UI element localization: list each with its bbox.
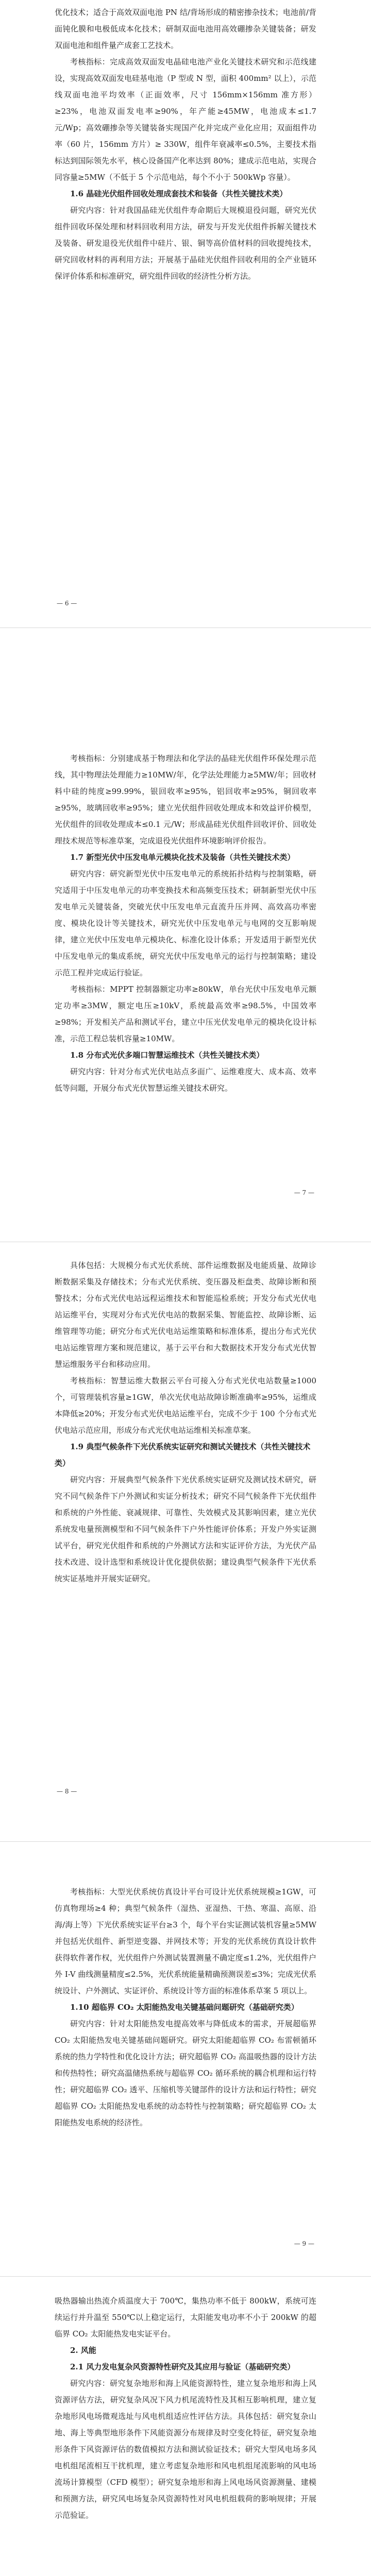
paragraph: 研究内容：开展典型气候条件下光伏系统实证研究及测试技术研究，研究不同气候条件下户外测试和实证分析技术；研究不同气候条件下光伏组件和系统的户外性能、衰减规律、可靠性、失效模式及其影响因素，建立光伏系统发电量预测模型和不同气候条件下户外性能评价体系；开发户外实证测试平台，研究光伏组件和系统的户外测试方法和实证评价方法，为光伏产品技术改进、设计选型和系统设计优化提供依据；建设典型气候条件下光伏系统实证基地并开展实证研究。 — [55, 1475, 316, 1583]
document-page-4 — [0, 1853, 371, 2244]
paragraph: 优化技术；适合于高效双面电池 PN 结/背场形成的精密掺杂技术；电池前/背面钝化膜和电极低成本化技术；研制双面电池用高效硼掺杂关键装备；研发双面电池和组件量产成套工艺技术。 — [55, 8, 316, 50]
paragraph: 研究内容：研究新型光伏中压发电单元的系统拓扑结构与控制策略，研究适用于中压发电单元的功率变换技术和高频变压技术；研制新型光伏中压发电单元关键装备，突破光伏中压发电单元直流升压并网、高效高功率密度、模块化设计等关键技术，研究光伏中压发电单元与电网的交互影响规律，建立光伏中压发电单元模块化、标准化设计体系；开发适用于新型光伏中压发电单元的集成系统，研究光伏中压发电单元的运行与控制策略；建设示范工程并完成运行验证。 — [55, 869, 316, 977]
paragraph: 考核指标：完成高效双面发电晶硅电池产业化关键技术研究和示范线建设，实现高效双面发电硅基电池（P 型或 N 型，面积 400mm² 以上），示范线双面电池平均效率（正面效率，尺寸 156mm×156mm 准方形）≥23%，电池双面发电率≥90%，年产能≥45MW，电池成本≤1.7 元/Wp；高效硼掺杂等关键装备实现国产化并完成产业化应用；双面组件功率（60 片，156mm 方片）≥ 330W，组件年衰减率≤0.5%，主要技术指标达到国际领先水平，核心设备国产化率达到 80%；建成示范电站，实现合同容量≥5MW（不低于 5 个示范电站，每个不小于 500kWp 容量）。 — [55, 57, 316, 182]
paragraph: 研究内容：针对太阳能热发电提高效率与降低成本的需求，开展超临界 CO₂ 太阳能热发电关键基础问题研究。研究太阳能超临界 CO₂ 布雷顿循环系统的热力学特性和优化设计方法；研究超临界 CO₂ 高温吸热器的设计方法和传热特性；研究高温储热系统与超临界 CO₂ 循环系统的耦合机理和运行特性；研究超临界 CO₂ 透平、压缩机等关键部件的设计方法和运行特性；研究超临界 CO₂ 太阳能热发电系统的动态特性与控制策略；研究超临界 CO₂ 太阳能热发电系统的经济性。 — [55, 2019, 316, 2127]
document-page-1 — [0, 0, 371, 628]
document-page-3 — [0, 1257, 371, 1839]
page-number: — 7 — — [294, 1189, 314, 1196]
paragraph: 考核指标：MPPT 控制器额定功率≥80kW，单台光伏中压发电单元额定功率≥3MW，额定电压≥10kV，系统最高效率≥98.5%，中国效率≥98%；开发相关产品和测试平台，建立中压光伏发电单元的模块化设计标准，示范工程总装机容量≥10MW。 — [55, 985, 316, 1043]
paragraph: 研究内容：研究复杂地形和海上风能资源特性，建立复杂地形和海上风资源评估方法，研究复杂风况下风力机尾流特性及其相互影响机理，建立复杂地形风电场微观选址与风电机组适应性评估方法。具体包括：研究复杂山地、海上等典型地形条件下风能资源分布规律及时空变化特征，研究复杂地形条件下风资源评估的数值模拟方法和测试验证技术；研究大型风电场多风电机组尾流相互干扰机理，建立考虑复杂地形和风电机组尾流影响的风电场流场计算模型（CFD 模型）；研究复杂地形和海上风电场风资源测量、建模和预测方法，研究风电场复杂风资源特性对风电机组载荷的影响规律；开展示范验证。 — [55, 2379, 316, 2520]
document-page-2 — [0, 637, 371, 1178]
paragraph: 考核指标：分别建成基于物理法和化学法的晶硅光伏组件环保处理示范线，其中物理法处理能力≥10MW/年，化学法处理能力≥5MW/年；回收材料中硅的纯度≥99.99%，银回收率≥95%，铝回收率≥95%，铜回收率≥95%，玻璃回收率≥95%；建立光伏组件回收处理成本和效益评价模型，光伏组件的回收处理成本≤0.1 元/W；形成晶硅光伏组件回收评价、回收处理技术规范等标准草案，完成退役光伏组件环境影响评价报告。 — [55, 754, 316, 845]
section-heading: 2.1 风力发电复杂风资源特性研究及其应用与验证（基础研究类） — [70, 2362, 295, 2371]
paragraph: 吸热器输出热流介质温度大于 700℃，集热功率不低于 800kW，系统可连续运行并升温至 550℃以上稳定运行，太阳能发电功率不小于 200kW 的超临界 CO₂ 太阳能热发电实证平台。 — [55, 2296, 316, 2338]
paragraph: 研究内容：针对我国晶硅光伏组件寿命期后大规模退役问题，研究光伏组件回收环保处理和材料回收利用方法，研发与开发光伏组件拆解关键技术及装备、研发退役光伏组件中硅片、银、铜等高价值材料的回收提纯技术，研究回收材料的再利用方法；开展基于晶硅光伏组件回收利用的全产业链环保评价体系和标准研究，研究组件回收的经济性分析方法。 — [55, 206, 316, 281]
section-heading: 2. 风能 — [70, 2346, 96, 2355]
section-heading: 1.10 超临界 CO₂ 太阳能热发电关键基础问题研究（基础研究类） — [70, 2003, 299, 2012]
section-heading: 1.8 分布式光伏多端口智慧运维技术（共性关键技术类） — [70, 1050, 264, 1060]
page-number: — 9 — — [294, 2240, 314, 2247]
page-separator — [0, 2276, 371, 2277]
paragraph: 研究内容：针对分布式光伏电站点多面广、运维难度大、成本高、效率低等问题，开展分布式光伏智慧运维关键技术研究。 — [55, 1067, 316, 1093]
document-page-5 — [0, 2293, 371, 2576]
page-number: — 6 — — [57, 600, 77, 607]
paragraph: 考核指标：大型光伏系统仿真设计平台可设计光伏系统规模≥1GW，可仿真物理场≥4 种；典型气候条件（湿热、亚湿热、干热、寒温、高原、沿海/海上等）下光伏系统实证平台≥3 个，每个平台实证测试装机容量≥5MW 并包括光伏组件、新型逆变器、并网技术等；开发的光伏系统仿真设计软件获得软件著作权，光伏组件户外测试装置测量不确定度≤1.2%，光伏组件户外 I-V 曲线测量精度≤2.5%，光伏系统能量精确预测误差≤3%；完成光伏系统设计、户外测试、实证评价、系统设计等方面的标准体系草案 5 项以上。 — [55, 1887, 316, 1995]
page-separator — [0, 1841, 371, 1842]
page-number: — 8 — — [57, 1788, 77, 1795]
section-heading: 1.6 晶硅光伏组件回收处理成套技术和装备（共性关键技术类） — [70, 189, 288, 198]
paragraph: 具体包括：大规模分布式光伏系统、部件运维数据及电能质量、故障诊断数据采集及存储技术；分布式光伏系统、变压器及柜盘类、故障诊断和预警技术；分布式光伏电站远程运维技术和智能巡检系统；开发分布式光伏电站运维平台，实现对分布式光伏电站的数据采集、智能监控、故障诊断、运维管理等功能；研究分布式光伏电站运维策略和标准体系，提出分布式光伏电站运维管理方案和规范建议，基于云平台和大数据技术开发分布式光伏智慧运维服务平台和移动应用。 — [55, 1261, 316, 1369]
section-heading: 1.9 典型气候条件下光伏系统实证研究和测试关键技术（共性关键技术类） — [55, 1442, 311, 1468]
section-heading: 1.7 新型光伏中压发电单元模块化技术及装备（共性关键技术类） — [70, 853, 295, 862]
paragraph: 考核指标：智慧运维大数据云平台可接入分布式光伏电站数量≥1000 个，可管理装机容量≥1GW，单次光伏电站故障诊断准确率≥95%，运维成本降低≥20%；开发分布式光伏电站运维平台，完成不少于 100 个分布式光伏电站示范应用，形成分布式光伏电站运维相关标准草案。 — [55, 1376, 316, 1435]
